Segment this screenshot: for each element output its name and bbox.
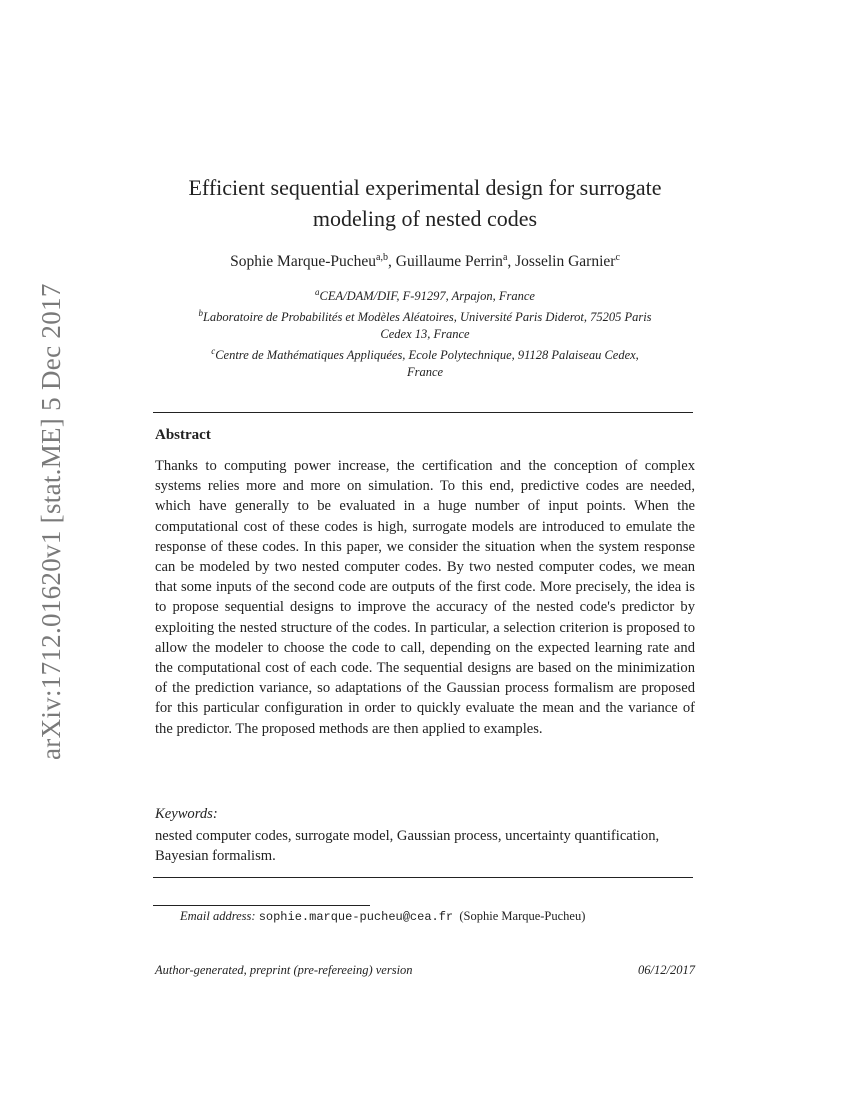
abstract-text: Thanks to computing power increase, the certification and the conception of complex systems relies more and more on simulation. To this end, predictive codes are needed, which have generally to be evaluated in a huge number of input points. When the computational cost of these codes is high, surrogate models are introduced to emulate the response of these codes. In this paper, we consider the situation when the system response can be modeled by two nested computer codes. By two nested computer codes, we mean that some inputs of the second code are outputs of the first code. More precisely, the idea is to propose sequential designs to improve the accuracy of the nested code's predictor by exploiting the nested structure of the codes. In particular, a selection criterion is proposed to allow the modeler to choose the code to call, depending on the expected learning rate and the computational cost of each code. The sequential designs are based on the minimization of the prediction variance, so adaptations of the Gaussian process formalism are proposed for this particular configuration in order to quickly evaluate the mean and the variance of the predictor. The proposed methods are then applied to examples. [155,458,695,737]
title-line-1: Efficient sequential experimental design for surrogate [188,175,662,200]
affiliation-list [150,284,700,381]
affiliation-c: $^c$Centre de Mathématiques Appliquées, Ecole Polytechnique, 91128 Palaiseau Cedex, [211,346,639,363]
preprint-date: 06/12/2017 [638,963,695,977]
abstract-heading: Abstract [155,427,211,443]
affiliation-b: $^b$Laboratoire de Probabilités et Modèles Aléatoires, Université Paris Diderot, 75205 Paris [198,308,652,325]
keywords-text: nested computer codes, surrogate model, Gaussian process, uncertainty quantification, Bayesian formalism. [155,828,660,864]
abstract-top-rule [153,412,693,413]
author-name: Sophie Marque-Pucheu [230,253,377,271]
email-link[interactable]: sophie.marque-pucheu@cea.fr [258,910,454,924]
author-list: Sophie Marque-Pucheu$^{a,b}$, Guillaume Perrin$^a$, Josselin Garnier$^c$ [230,252,620,271]
author-affil-mark: c [615,252,620,263]
affiliation-c-cont: France [406,365,444,380]
author-name: Guillaume Perrin [395,253,503,271]
author-name: Josselin Garnier [515,253,616,271]
arxiv-identifier-stamp: arXiv:1712.01620v1 [stat.ME] 5 Dec 2017 [36,283,66,760]
abstract-bottom-rule [153,877,693,878]
title-line-2: modeling of nested codes [312,206,538,231]
footnote-rule [153,905,370,906]
affiliation-a: $^a$CEA/DAM/DIF, F-91297, Arpajon, France [315,287,535,304]
footnote-person: (Sophie Marque-Pucheu) [459,909,586,923]
footnote-label: Email address: [180,909,256,923]
preprint-note: Author-generated, preprint (pre-refereeing) version [155,963,413,977]
footnote-email [180,909,585,924]
affiliation-b-cont: Cedex 13, France [380,327,470,342]
paper-title [150,172,700,234]
author-affil-mark: a,b [376,252,388,263]
keywords-heading: Keywords: [155,806,218,822]
author-affil-mark: a [502,252,508,263]
